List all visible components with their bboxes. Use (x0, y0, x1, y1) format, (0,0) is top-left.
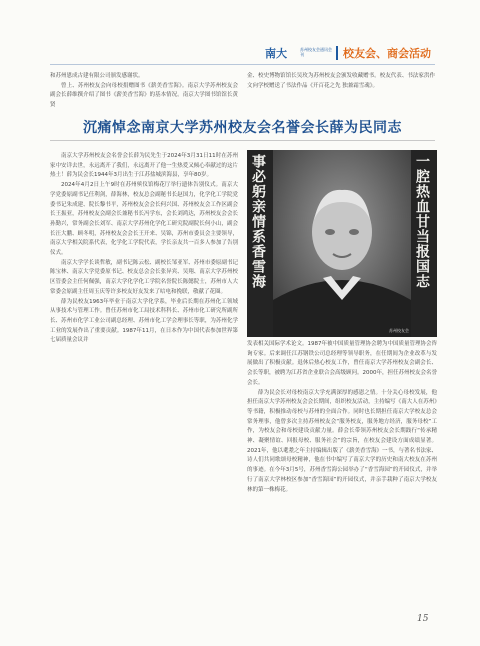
title-rule (50, 140, 435, 141)
photo-credit: 苏州校友会 (389, 328, 409, 333)
article-column-right (247, 340, 437, 592)
header-brand: 南大 (265, 47, 287, 60)
right-text-content: 一腔热血甘当报国志 (414, 154, 430, 289)
header-divider (336, 46, 338, 60)
photo-left-panel (247, 150, 273, 337)
paragraph: 南京大学苏州校友会名誉会长薛为民先生于2024年3月31日11时在苏州家中安详去世，永远离开了我们，永远离开了他一生热爱又倾心奉献过的这片热土！薛为民会长1944年3月出生于江苏盐城滨海县，享年80岁。 (50, 153, 238, 179)
photo-right-text (413, 154, 435, 289)
header-section-title: 校友会、商会活动 (343, 47, 431, 60)
paragraph: 薛为民会长对母校南京大学充满深厚的感恩之情。十分关心母校发展，他担任南京大学苏州校友会会长期间，组织校友活动，主持编写《南大人在苏州》等书籍，积极推动母校与苏州的全面合作。同时也长期担任南京大学校友总会常务理事，他曾多次主持苏州校友会“服务校友，服务地方经济，服务母校”工作，为校友会和母校建设贡献力量。薛会长带领苏州校友会长期践行“传承精神、凝聚情谊、回报母校、服务社会”的宗旨，在校友会建设方面成绩显著。2021年，他以耄耋之年主持编辑出版了《薪美香雪海》一书，与著名书法家、诗人们共同歌颂母校精神，他在书中编写了南京大学的历史和南大校友在苏州的事迹。在今年3月5号，苏州香雪海公园举办了“香雪海园”的开园仪式，并举行了南京大学林校区参加“香雪海园”的开园仪式，并亲手栽种了南京大学校友林的第一株梅花。 (247, 389, 437, 493)
photo-left-text (249, 154, 271, 289)
header-rule (50, 64, 435, 65)
photo-right-panel (411, 150, 437, 337)
paragraph: 发表相关国际学术论文。1987年被中国质量管理协会聘为中国质量管理协会咨询专家。后来调任江苏钢铁公司总经理等领导职务，在任期间为企业改革与发展做出了积极贡献。退休后热心校友工作，曾任南京大学苏州校友会副会长、会长等职，被聘为江苏省企业联合会高级顾问。2000年，担任苏州校友会名誉会长。 (247, 341, 437, 386)
top-right-column (247, 72, 435, 91)
paragraph: 薛为民校友1963年毕业于南京大学化学系，毕业后长期在苏州化工领域从事技术与管理工作。曾任苏州市化工局技术科科长、苏州市化工研究所副所长、苏州市化学工业公司副总经理、苏州市化工学会理事长等职，为苏州化学工业的发展作出了重要贡献。1987年11月，在日本作为中国代表参加世界第七届质量会议并 (50, 298, 238, 344)
left-text-content: 事必躬亲情系香雪海 (250, 154, 266, 289)
paragraph: 曾上、苏州校友会向母校捐赠图书《薪美香雪海》。南京大学苏州校友会副会长薛维撰介绍了图书《薪美香雪海》的基本情况。南京大学图书馆馆长黄贤 (50, 82, 238, 109)
paragraph: 和苏州恩成古建有限公司颁发感谢状。 (50, 73, 144, 79)
paragraph: 金、校史博物馆馆长吴玫为苏州校友会颁发收藏赠书。校友代表、书法家洪作文向学校赠送了书法作品《开百花之先 独兼霜雪魂》。 (247, 73, 435, 89)
header-brand-subtitle: 苏州校友会通讯会刊 (300, 47, 332, 57)
paragraph: 南京大学学长谈哲敏，副书记陈云松、副校长邹亚军、苏州市委原副书记陈宝林、南京大学党委原书记、校友总会会长张异宾、吴翔、南京大学苏州校区管委会主任何佩强，南京大学化学化工学院名誉院长陈懿院士，苏州市人大常委会原副主任周玉庆等许多校友好友发来了唁电和挽联，敬献了花圈。 (50, 259, 238, 295)
paragraph: 2024年4月2日上午9时在苏州殡仪馆梅花厅举行遗体告别仪式。南京大学党委原副书记任利剑，薛海林，校友总会副秘书长赵国力，化学化工学院党委书记朱成建、院长黎书平，苏州校友会会长何兴国、苏州校友会工作区副会长王振亚，苏州校友会副会长兼秘书长冯学东，会长刘鸿达，苏州校友会会长孙勤兴，常务副会长刘军、南京大学苏州化学化工研究院副院长何小山，副会长汪大鹏、顾冬明，苏州校友会会长王开来、吴锦，苏州市委员会主要领导，南京大学相关院系代表，化学化工学院代表，学长亲友共一百多人参加了告别仪式。 (50, 182, 238, 257)
page-number: 15 (417, 614, 429, 624)
portrait-image (273, 150, 411, 337)
memorial-photo (247, 150, 437, 337)
page-header (0, 44, 480, 66)
article-title: 沉痛悼念南京大学苏州校友会名誉会长薛为民同志 (83, 120, 402, 136)
article-column-left (50, 152, 238, 592)
top-left-column (50, 72, 238, 111)
